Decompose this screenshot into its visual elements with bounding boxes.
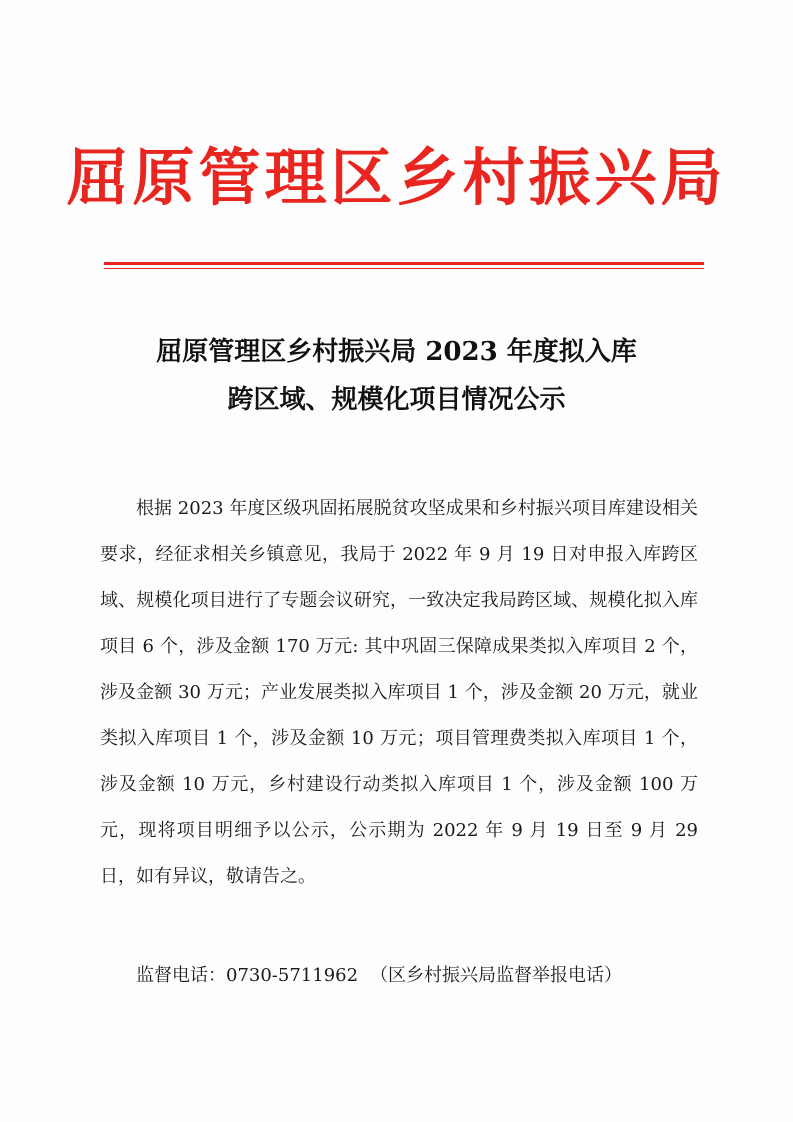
supervision-line [100, 956, 736, 996]
masthead-rule-thin [104, 268, 704, 269]
supervision-label: 监督电话： [136, 965, 226, 986]
masthead-rule-thick [104, 262, 704, 265]
supervision-phone: 0730-5711962 [226, 965, 359, 986]
masthead-org-name: 屈原管理区乡村振兴局 [66, 141, 727, 214]
document-title-line-1: 屈原管理区乡村振兴局 2023 年度拟入库 [156, 337, 637, 367]
supervision-note: （区乡村振兴局监督举报电话） [370, 965, 623, 986]
document-title-line-2: 跨区域、规模化项目情况公示 [227, 385, 566, 415]
body-paragraph: 根据 2023 年度区级巩固拓展脱贫攻坚成果和乡村振兴项目库建设相关要求，经征求相关乡镇意见，我局于 2022 年 9 月 19 日对申报入库跨区域、规模化项目进行了专题会议研究，一致决定我局跨区域、规模化拟入库项目 6 个，涉及金额 170 万元: 其中巩固三保障成果类拟入库项目 2 个，涉及金额 30 万元；产业发展类拟入库项目 1 个，涉及金额 20 万元，就业类拟入库项目 1 个，涉及金额 10 万元；项目管理费类拟入库项目 1 个，涉及金额 10 万元，乡村建设行动类拟入库项目 1 个，涉及金额 100 万元，现将项目明细予以公示，公示期为 2022 年 9 月 19 日至 9 月 29 日，如有异议，敬请告之。 [100, 498, 698, 887]
document-title [0, 328, 793, 424]
